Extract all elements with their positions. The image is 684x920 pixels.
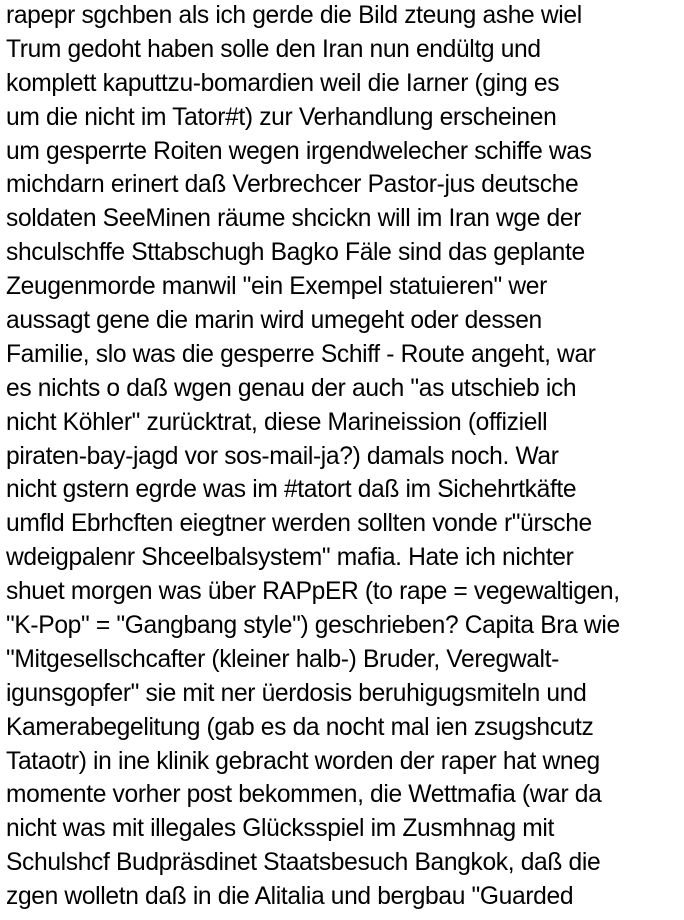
- text-line: Trum gedoht haben solle den Iran nun endültg und: [6, 35, 541, 63]
- text-line: Familie, slo was die gesperre Schiff - Route angeht, war: [6, 340, 596, 368]
- text-line: nicht was mit illegales Glücksspiel im Zusmhnag mit: [6, 815, 554, 843]
- text-line: momente vorher post bekommen, die Wettmafia (war da: [6, 781, 602, 809]
- text-line: aussagt gene die marin wird umegeht oder dessen: [6, 307, 542, 335]
- text-line: komplett kaputtzu-bomardien weil die Iarner (ging es: [6, 69, 560, 97]
- text-line: shuet morgen was über RAPpER (to rape = vegewaltigen,: [6, 578, 620, 606]
- text-line: Tataotr) in ine klinik gebracht worden der raper hat wneg: [6, 747, 600, 775]
- body-text: [6, 0, 684, 914]
- text-line: Schulshcf Budpräsdinet Staatsbesuch Bangkok, daß die: [6, 849, 601, 877]
- text-line: nicht gstern egrde was im #tatort daß im Sichehrtkäfte: [6, 476, 577, 504]
- text-line: shculschffe Sttabschugh Bagko Fäle sind das geplante: [6, 239, 585, 267]
- text-line: michdarn erinert daß Verbrechcer Pastor-jus deutsche: [6, 171, 579, 199]
- text-line: igunsgopfer" sie mit ner üerdosis beruhigugsmiteln und: [6, 679, 587, 707]
- text-line: "K-Pop" = "Gangbang style") geschrieben? Capita Bra wie: [6, 612, 620, 640]
- text-line: Kamerabegelitung (gab es da nocht mal ien zsugshcutz: [6, 713, 594, 741]
- text-line: wdeigpalenr Shceelbalsystem" mafia. Hate ich nichter: [6, 544, 574, 572]
- text-line: soldaten SeeMinen räume shcickn will im Iran wge der: [6, 205, 582, 233]
- text-line: Zeugenmorde manwil "ein Exempel statuieren" wer: [6, 273, 547, 301]
- text-line: rapepr sgchben als ich gerde die Bild zteung ashe wiel: [6, 2, 582, 29]
- text-line: zgen wolletn daß in die Alitalia und bergbau "Guarded: [6, 883, 574, 911]
- text-line: um gesperrte Roiten wegen irgendwelecher schiffe was: [6, 137, 592, 165]
- text-line: es nichts o daß wgen genau der auch "as utschieb ich: [6, 374, 577, 402]
- text-line: um die nicht im Tator#t) zur Verhandlung erscheinen: [6, 103, 557, 131]
- text-line: nicht Köhler" zurücktrat, diese Marineission (offiziell: [6, 408, 548, 436]
- text-line: piraten-bay-jagd vor sos-mail-ja?) damals noch. War: [6, 442, 559, 470]
- text-line: "Mitgesellschcafter (kleiner halb-) Bruder, Veregwalt-: [6, 645, 559, 673]
- text-line: umfld Ebrhcften eiegtner werden sollten vonde r"ürsche: [6, 510, 592, 538]
